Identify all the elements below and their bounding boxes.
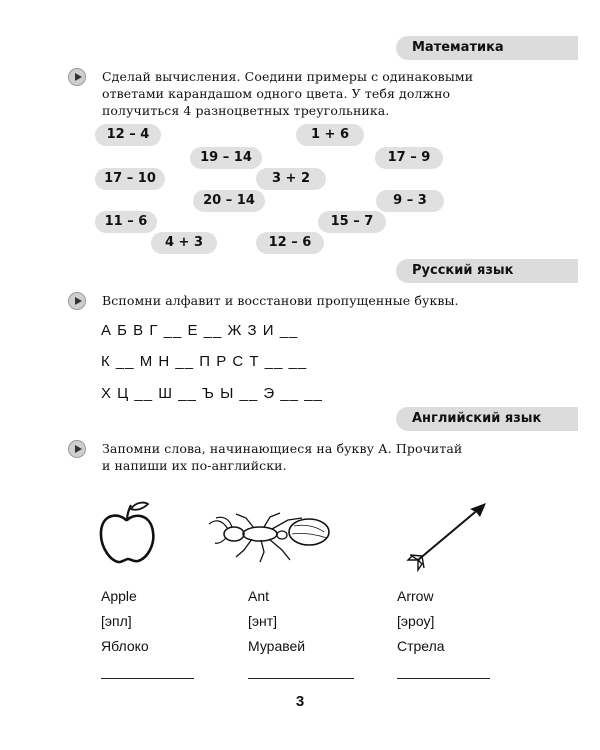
math-example: 17 – 10 [95, 168, 165, 190]
word-english: Arrow [397, 588, 434, 604]
math-example: 17 – 9 [375, 147, 443, 169]
math-example: 12 – 4 [95, 124, 161, 146]
word-english: Ant [248, 588, 270, 604]
math-example: 4 + 3 [151, 232, 217, 254]
arrow-icon [402, 500, 494, 572]
page-number: 3 [295, 693, 305, 710]
word-transcription: [эпл] [101, 613, 132, 629]
word-russian: Муравей [248, 638, 306, 654]
section-tab-russian [396, 259, 578, 283]
answer-line[interactable] [101, 678, 194, 679]
play-bullet-icon [68, 68, 86, 86]
math-example: 9 – 3 [376, 190, 444, 212]
word-english: Apple [101, 588, 137, 604]
word-transcription: [энт] [248, 613, 278, 629]
math-example: 11 – 6 [95, 211, 157, 233]
word-transcription: [эроу] [397, 613, 435, 629]
section-title: Математика [412, 40, 504, 55]
play-bullet-icon [68, 292, 86, 310]
math-example: 20 – 14 [193, 190, 265, 212]
section-title: Русский язык [412, 263, 514, 278]
play-bullet-icon [68, 440, 86, 458]
answer-line[interactable] [248, 678, 354, 679]
section-tab-math [396, 36, 578, 60]
word-russian: Яблоко [101, 638, 149, 654]
math-instruction: Сделай вычисления. Соедини примеры с одинаковыми ответами карандашом одного цвета. У тебя должно получиться 4 разноцветных треугольника. [102, 69, 474, 118]
apple-icon [96, 500, 158, 566]
math-example: 19 – 14 [190, 147, 262, 169]
math-example: 12 – 6 [256, 232, 324, 254]
ant-icon [206, 510, 338, 566]
alphabet-row: А Б В Г __ Е __ Ж З И __ [101, 322, 299, 339]
math-example: 15 – 7 [318, 211, 386, 233]
russian-instruction: Вспомни алфавит и восстанови пропущенные буквы. [102, 293, 459, 308]
section-tab-english [396, 407, 578, 431]
answer-line[interactable] [397, 678, 490, 679]
word-russian: Стрела [397, 638, 445, 654]
section-title: Английский язык [412, 411, 542, 426]
alphabet-row: Х Ц __ Ш __ Ъ Ы __ Э __ __ [101, 385, 323, 402]
math-example: 1 + 6 [296, 124, 364, 146]
english-instruction: Запомни слова, начинающиеся на букву А. Прочитай и напиши их по-английски. [102, 441, 463, 473]
math-example: 3 + 2 [256, 168, 326, 190]
alphabet-row: К __ М Н __ П Р С Т __ __ [101, 353, 308, 370]
